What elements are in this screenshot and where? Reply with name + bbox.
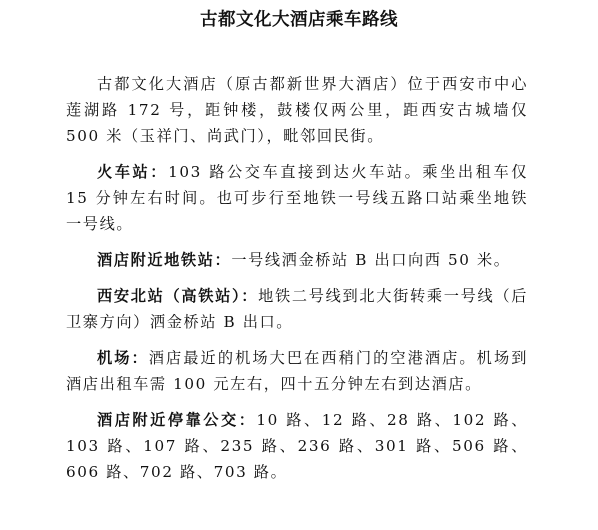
airport-label: 机场：: [97, 349, 149, 367]
train-station-label: 火车站：: [97, 163, 169, 181]
metro-station-label: 酒店附近地铁站：: [97, 251, 232, 269]
document-body: [66, 71, 528, 495]
page-title: 古都文化大酒店乘车路线: [200, 10, 398, 30]
airport-paragraph: [66, 345, 528, 397]
north-station-paragraph: [66, 283, 528, 335]
bus-lines-text: 10 路、12 路、28 路、102 路、103 路、107 路、235 路、236 路、301 路、506 路、606 路、702 路、703 路。: [66, 411, 528, 481]
metro-station-text: 一号线洒金桥站 B 出口向西 50 米。: [231, 251, 511, 269]
north-station-label: 西安北站（高铁站）：: [97, 287, 259, 305]
metro-station-paragraph: [66, 247, 528, 273]
train-station-paragraph: [66, 159, 528, 237]
airport-text: 酒店最近的机场大巴在西稍门的空港酒店。机场到酒店出租车需 100 元左右，四十五分钟左右到达酒店。: [66, 349, 528, 393]
north-station-text: 地铁二号线到北大街转乘一号线（后卫寨方向）洒金桥站 B 出口。: [66, 287, 528, 331]
train-station-text: 103 路公交车直接到达火车站。乘坐出租车仅 15 分钟左右时间。也可步行至地铁一号线五路口站乘坐地铁一号线。: [66, 163, 528, 233]
bus-lines-paragraph: [66, 407, 528, 485]
bus-lines-label: 酒店附近停靠公交：: [97, 411, 257, 429]
intro-paragraph: 古都文化大酒店（原古都新世界大酒店）位于西安市中心莲湖路 172 号，距钟楼，鼓楼仅两公里，距西安古城墙仅 500 米（玉祥门、尚武门），毗邻回民街。: [66, 75, 528, 145]
